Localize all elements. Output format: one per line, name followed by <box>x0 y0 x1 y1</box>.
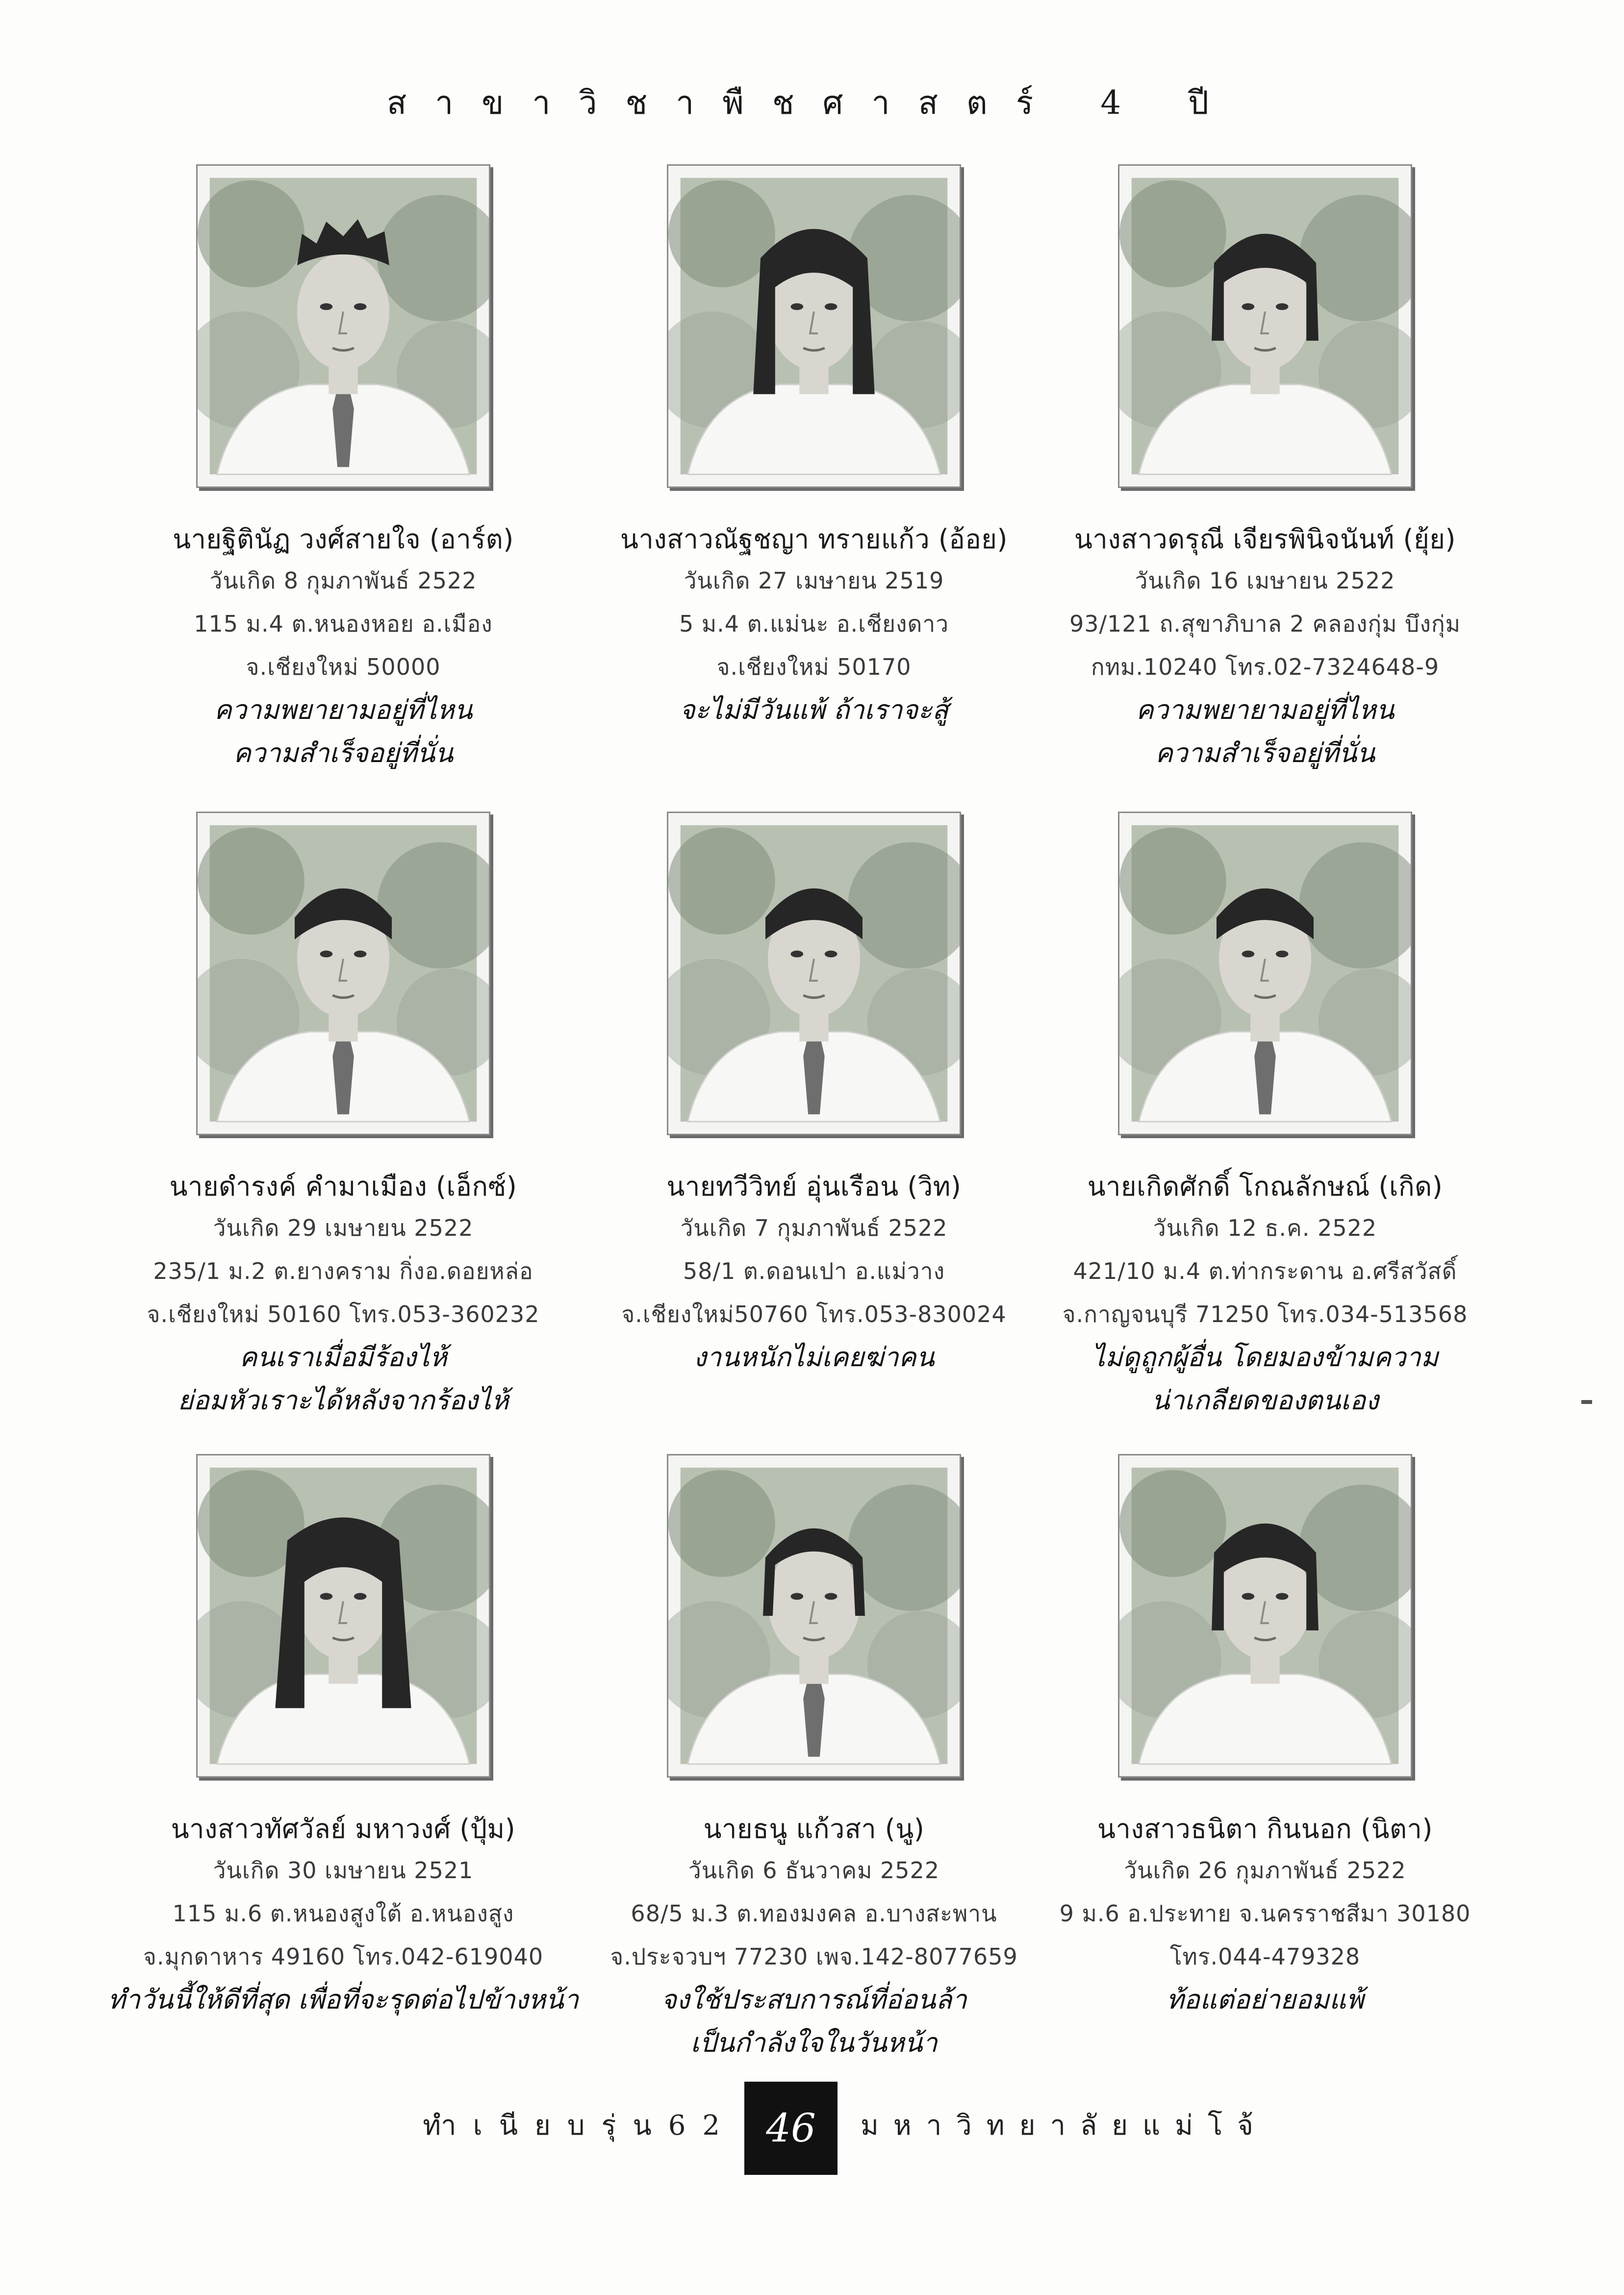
student-card <box>1020 164 1510 792</box>
student-address-line2: โทร.044-479328 <box>1169 1943 1361 1970</box>
student-motto-line1: ความพยายามอยู่ที่ไหน <box>1136 694 1395 725</box>
student-address-line1: 115 ม.6 ต.หนองสูงใต้ อ.หนองสูง <box>172 1900 514 1927</box>
student-photo <box>196 1454 490 1778</box>
student-photo <box>196 812 490 1135</box>
student-photo <box>1118 1454 1412 1778</box>
page-title: สาขาวิชาพืชศาสตร์ 4 ปี <box>386 84 1238 122</box>
student-birthday: วันเกิด 30 เมษายน 2521 <box>213 1857 474 1884</box>
student-birthday: วันเกิด 27 เมษายน 2519 <box>684 567 944 594</box>
student-photo <box>1118 164 1412 488</box>
student-name: นายทวีวิทย์ อุ่นเรือน (วิท) <box>666 1171 962 1202</box>
student-motto-line1: ท้อแต่อย่ายอมแพ้ <box>1166 1984 1364 2015</box>
page-footer <box>0 2082 1624 2170</box>
student-photo <box>667 1454 961 1778</box>
student-motto-line1: งานหนักไม่เคยฆ่าคน <box>693 1342 935 1373</box>
university-name: มหาวิทยาลัยแม่โจ้ <box>861 2110 1268 2142</box>
student-birthday: วันเกิด 29 เมษายน 2522 <box>213 1215 474 1241</box>
student-motto-line1: ความพยายามอยู่ที่ไหน <box>214 694 473 725</box>
student-address-line1: 235/1 ม.2 ต.ยางคราม กิ่งอ.ดอยหล่อ <box>153 1258 533 1284</box>
student-name: นางสาวดรุณี เจียรพินิจนันท์ (ยุ้ย) <box>1074 524 1456 555</box>
student-photo <box>667 164 961 488</box>
student-info <box>98 1167 588 1422</box>
student-info <box>98 520 588 775</box>
student-motto-line2: ความสำเร็จอยู่ที่นั่น <box>233 738 454 768</box>
student-address-line2: จ.เชียงใหม่ 50000 <box>246 654 441 680</box>
student-info <box>1020 1810 1510 2021</box>
student-card <box>1020 812 1510 1439</box>
student-info <box>1020 520 1510 775</box>
student-info <box>1020 1167 1510 1422</box>
student-card <box>569 812 1059 1439</box>
student-address-line2: จ.เชียงใหม่ 50160 โทร.053-360232 <box>147 1301 540 1327</box>
student-birthday: วันเกิด 16 เมษายน 2522 <box>1135 567 1396 594</box>
student-birthday: วันเกิด 6 ธันวาคม 2522 <box>688 1857 940 1884</box>
student-motto-line1: ทำวันนี้ให้ดีที่สุด เพื่อที่จะรุดต่อไปข้างหน้า <box>107 1984 579 2015</box>
student-card <box>98 812 588 1439</box>
student-photo <box>196 164 490 488</box>
student-birthday: วันเกิด 7 กุมภาพันธ์ 2522 <box>680 1215 948 1241</box>
student-address-line2: จ.มุกดาหาร 49160 โทร.042-619040 <box>143 1943 544 1970</box>
yearbook-title: ทำเนียบรุ่น62 <box>423 2110 736 2142</box>
student-motto-line1: จงใช้ประสบการณ์ที่อ่อนล้า <box>661 1984 967 2015</box>
student-address-line1: 68/5 ม.3 ต.ทองมงคล อ.บางสะพาน <box>631 1900 997 1927</box>
student-card <box>1020 1454 1510 2082</box>
student-name: นายฐิตินัฏ วงศ์สายใจ (อาร์ต) <box>173 524 514 555</box>
student-name: นางสาวทัศวัลย์ มหาวงศ์ (ปุ้ม) <box>171 1813 516 1844</box>
student-address-line2: จ.เชียงใหม่ 50170 <box>716 654 912 680</box>
student-photo <box>667 812 961 1135</box>
student-card <box>569 164 1059 792</box>
student-card <box>569 1454 1059 2082</box>
student-address-line1: 421/10 ม.4 ต.ท่ากระดาน อ.ศรีสวัสดิ์ <box>1073 1258 1457 1284</box>
student-info <box>98 1810 588 2021</box>
student-name: นายเกิดศักดิ์ โกณลักษณ์ (เกิด) <box>1087 1171 1443 1202</box>
student-motto-line2: เป็นกำลังใจในวันหน้า <box>690 2027 938 2058</box>
student-birthday: วันเกิด 8 กุมภาพันธ์ 2522 <box>209 567 477 594</box>
student-address-line2: จ.ประจวบฯ 77230 เพจ.142-8077659 <box>610 1943 1018 1970</box>
student-card <box>98 1454 588 2082</box>
student-address-line1: 9 ม.6 อ.ประทาย จ.นครราชสีมา 30180 <box>1059 1900 1471 1927</box>
student-photo <box>1118 812 1412 1135</box>
student-motto-line2: ความสำเร็จอยู่ที่นั่น <box>1155 738 1375 768</box>
student-motto-line1: ไม่ดูถูกผู้อื่น โดยมองข้ามความ <box>1091 1342 1439 1373</box>
student-motto-line2: ย่อมหัวเราะได้หลังจากร้องไห้ <box>178 1385 509 1416</box>
student-name: นายธนู แก้วสา (นู) <box>703 1813 925 1844</box>
student-address-line1: 93/121 ถ.สุขาภิบาล 2 คลองกุ่ม บึงกุ่ม <box>1069 611 1461 637</box>
student-address-line1: 5 ม.4 ต.แม่นะ อ.เชียงดาว <box>679 611 949 637</box>
student-card <box>98 164 588 792</box>
student-birthday: วันเกิด 12 ธ.ค. 2522 <box>1153 1215 1377 1241</box>
student-address-line2: จ.กาญจนบุรี 71250 โทร.034-513568 <box>1062 1301 1468 1327</box>
student-info <box>569 520 1059 732</box>
student-address-line2: กทม.10240 โทร.02-7324648-9 <box>1091 654 1440 680</box>
student-motto-line1: จะไม่มีวันแพ้ ถ้าเราจะสู้ <box>679 694 949 725</box>
student-info <box>569 1810 1059 2065</box>
student-birthday: วันเกิด 26 กุมภาพันธ์ 2522 <box>1124 1857 1406 1884</box>
student-motto-line1: คนเราเมื่อมีร้องไห้ <box>239 1342 447 1373</box>
student-name: นายดำรงค์ คำมาเมือง (เอ็กซ์) <box>169 1171 517 1202</box>
student-motto-line2: น่าเกลียดของตนเอง <box>1151 1385 1379 1416</box>
student-info <box>569 1167 1059 1379</box>
student-name: นางสาวธนิตา กินนอก (นิตา) <box>1097 1813 1433 1844</box>
page-number: 46 <box>744 2082 837 2175</box>
student-address-line1: 58/1 ต.ดอนเปา อ.แม่วาง <box>683 1258 945 1284</box>
student-name: นางสาวณัฐชญา ทรายแก้ว (อ้อย) <box>620 524 1008 555</box>
student-address-line1: 115 ม.4 ต.หนองหอย อ.เมือง <box>194 611 493 637</box>
student-address-line2: จ.เชียงใหม่50760 โทร.053-830024 <box>621 1301 1007 1327</box>
scan-mark <box>1581 1400 1592 1404</box>
